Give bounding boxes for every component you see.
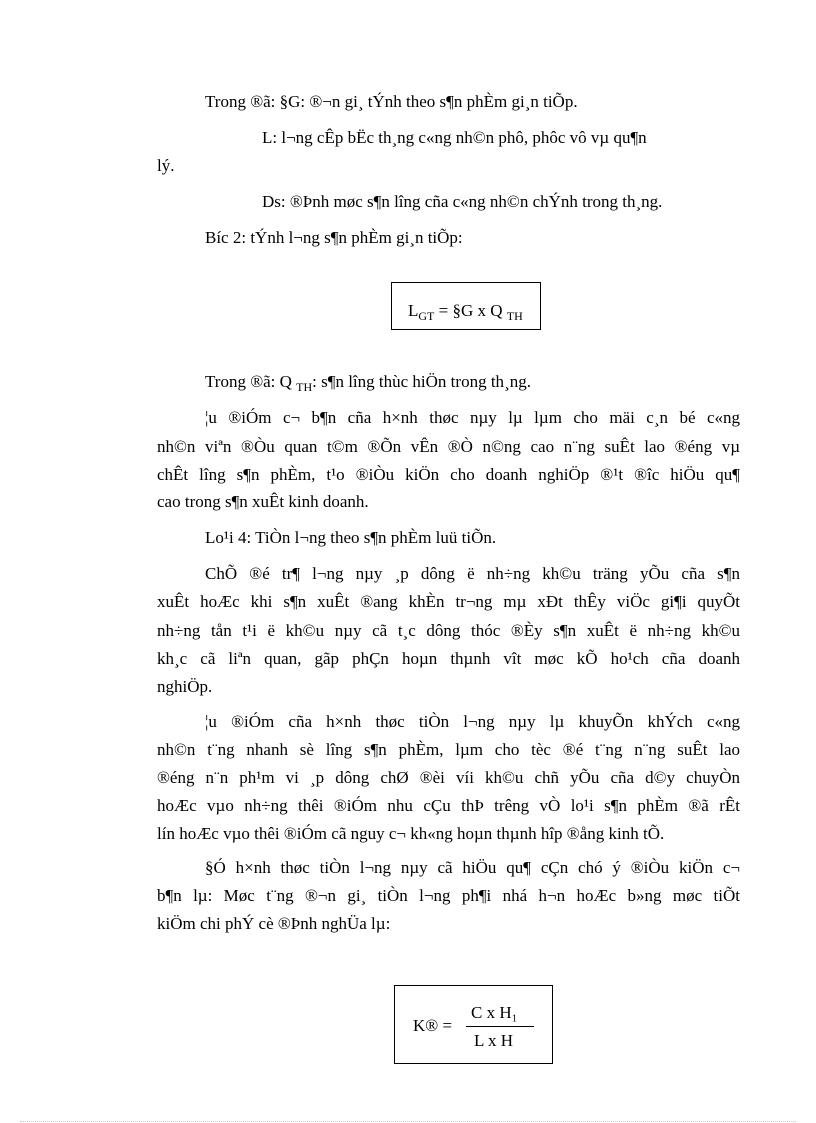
- fraction-bar: [466, 1026, 534, 1027]
- paragraph-line: chÊt lîng s¶n phÈm, t¹o ®iÒu kiÖn cho doanh nghiÖp ®¹t ®îc hiÖu qu¶: [157, 465, 740, 484]
- formula-rhs: = §G x Q: [434, 301, 507, 320]
- paragraph-line: b¶n lµ: Møc t¨ng ®¬n gi¸ tiÒn l¬ng ph¶i nhá h¬n hoÆc b»ng møc tiÕt: [157, 886, 740, 905]
- formula-numerator: C x H₁: [471, 1003, 518, 1022]
- paragraph-line: ¦u ®iÓm c¬ b¶n cña h×nh thøc nµy lµ lµm cho mäi c¸n bé c«ng: [205, 408, 740, 427]
- text-line: Trong ®ã: Q $_{TH}$: s¶n lîng thùc hiÖn trong th¸ng.: [205, 372, 531, 394]
- paragraph-line: nghiÖp.: [157, 677, 213, 696]
- paragraph-line: nh©n t¨ng nhanh sè lîng s¶n phÈm, lµm cho tèc ®é t¨ng n¨ng suÊt lao: [157, 740, 740, 759]
- text-line: Bíc 2: tÝnh l¬ng s¶n phÈm gi¸n tiÕp:: [205, 228, 463, 247]
- paragraph-line: lín hoÆc vµo thêi ®iÓm cã nguy c¬ kh«ng hoµn thµnh hîp ®ång kinh tÕ.: [157, 824, 665, 843]
- paragraph-line: ChÕ ®é tr¶ l¬ng nµy ¸p dông ë nh÷ng kh©u träng yÕu cña s¶n: [205, 564, 740, 583]
- formula-lhs: L: [408, 301, 419, 320]
- formula-subscript: TH: [506, 309, 523, 323]
- paragraph-line: xuÊt hoÆc khi s¶n xuÊt ®ang khÈn tr¬ng mµ xÐt thÊy viÖc gi¶i quyÕt: [157, 592, 740, 611]
- page-bottom-border: [20, 1121, 796, 1122]
- paragraph-line: kiÖm chi phÝ cè ®Þnh nghÜa lµ:: [157, 914, 391, 933]
- paragraph-line: ®éng n¨n ph¹m vi ¸p dông chØ ®èi víi kh©u chñ yÕu cña d©y chuyÒn: [157, 768, 740, 787]
- formula-box-kd: [394, 985, 553, 1064]
- text-line: lý.: [157, 156, 175, 175]
- paragraph-line: hoÆc vµo nh÷ng thêi ®iÓm nhu cÇu thÞ trêng vÒ lo¹i s¶n phÈm ®ã rÊt: [157, 796, 740, 815]
- formula-denominator: L x H: [474, 1031, 514, 1050]
- formula-lhs: K® =: [413, 1016, 453, 1035]
- text-line: Ds: ®Þnh møc s¶n lîng cña c«ng nh©n chÝnh trong th¸ng.: [262, 192, 663, 211]
- text-line: Trong ®ã: §G: ®¬n gi¸ tÝnh theo s¶n phÈm gi¸n tiÕp.: [205, 92, 578, 111]
- formula-box-lgt: [391, 282, 541, 330]
- paragraph-line: §Ó h×nh thøc tiÒn l¬ng nµy cã hiÖu qu¶ cÇn chó ý ®iÒu kiÖn c¬: [205, 858, 740, 877]
- formula-subscript: GT: [418, 309, 435, 323]
- paragraph-line: kh¸c cã liªn quan, gãp phÇn hoµn thµnh vît møc kÕ ho¹ch cña doanh: [157, 649, 740, 668]
- text-line: Lo¹i 4: TiÒn l¬ng theo s¶n phÈm luü tiÕn.: [205, 528, 497, 547]
- paragraph-line: nh©n viªn ®Òu quan t©m ®Õn vÊn ®Ò n©ng cao n¨ng suÊt lao ®éng vµ: [157, 437, 740, 456]
- paragraph-line: nh÷ng tån t¹i ë kh©u nµy cã t¸c dông thóc ®Èy s¶n xuÊt ë nh÷ng kh©u: [157, 621, 740, 640]
- paragraph-line: cao trong s¶n xuÊt kinh doanh.: [157, 492, 369, 511]
- formula-expression: [408, 301, 523, 321]
- paragraph-line: ¦u ®iÓm cña h×nh thøc tiÒn l¬ng nµy lµ khuyÕn khÝch c«ng: [205, 712, 740, 731]
- text-line: L: l¬ng cÊp bËc th¸ng c«ng nh©n phô, phôc vô vµ qu¶n: [262, 128, 647, 147]
